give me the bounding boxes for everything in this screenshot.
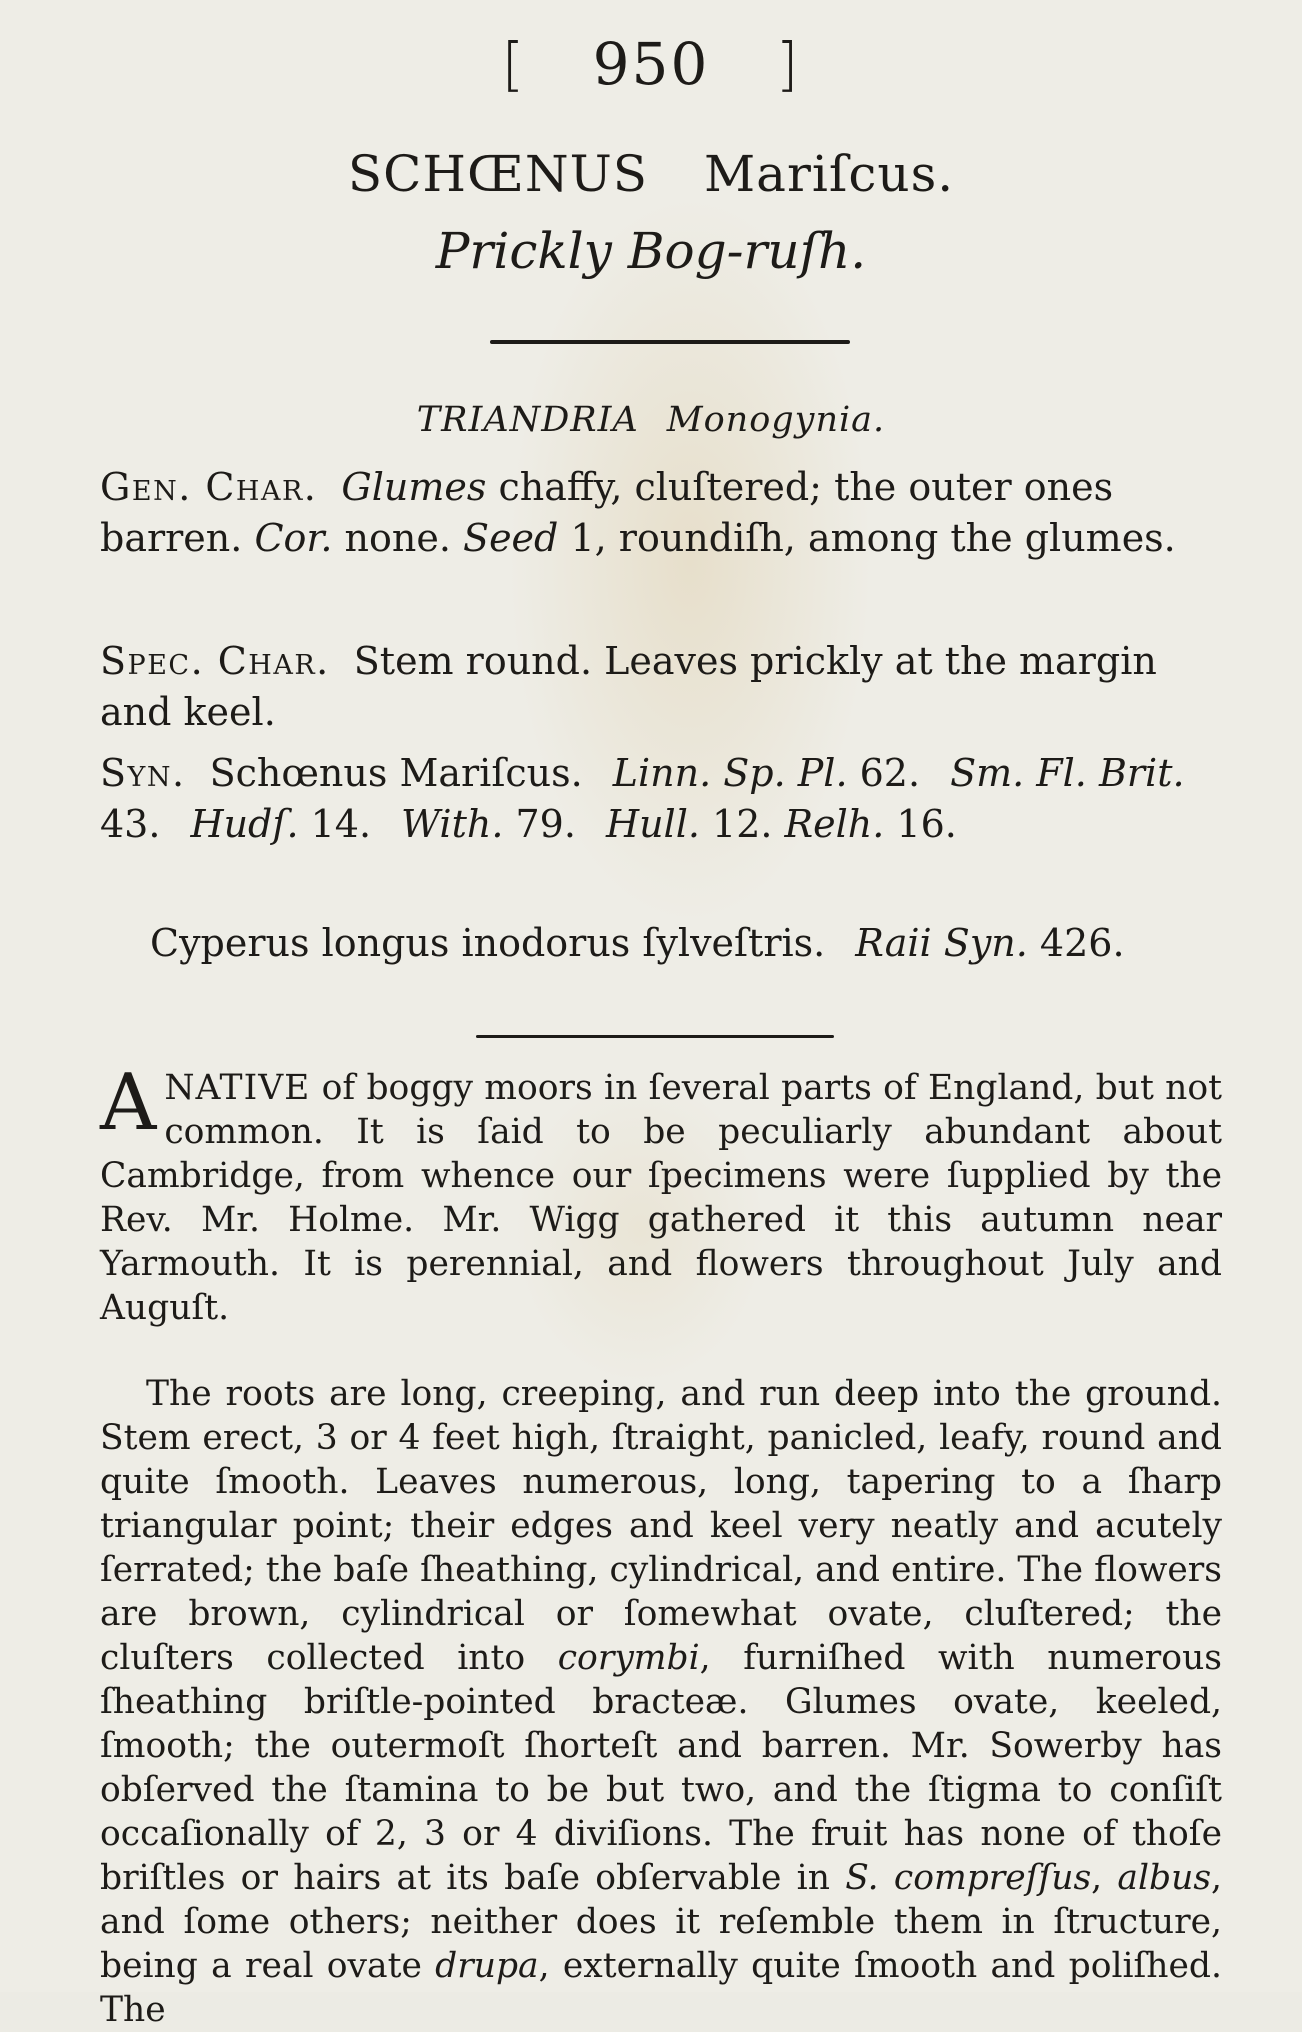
description-paragraph: ANATIVE of boggy moors in ſeveral parts of England, but not common. It is ſaid to be peculiarly abundant about Cambridge, from whence our ſpecimens were ſupplied by the Rev. Mr. Holme. Mr. Wigg gathered it this autumn near Yarmouth. It is perennial, and flowers throughout July and Auguſt. <box>100 1058 1222 1328</box>
species-title <box>0 145 1302 203</box>
gen-char-label: Gen. Char. <box>100 465 318 509</box>
common-name: Prickly Bog-ruſh. <box>435 222 867 280</box>
spec-char-label: Spec. Char. <box>100 639 330 683</box>
divider-rule <box>490 340 850 344</box>
synonyms: Syn. Schœnus Mariſcus. Linn. Sp. Pl. 62. Sm. Fl. Brit. 43. Hudſ. 14. With. 79. Hull. 12. Relh. 16. <box>100 751 1185 846</box>
genus-name: SCHŒNUS <box>347 145 648 203</box>
species-name: Mariſcus. <box>703 145 955 203</box>
divider-rule <box>476 1035 834 1038</box>
syn-label: Syn. <box>100 751 186 795</box>
linnaean-class: TRIANDRIA Monogynia. <box>416 400 886 440</box>
generic-character: Gen. Char. Glumes chaffy, cluſtered; the outer ones barren. Cor. none. Seed 1, roundiſh, among the glumes. <box>100 465 1176 560</box>
page-number: [ 950 ] <box>501 30 801 98</box>
description-paragraph: The roots are long, creeping, and run deep into the ground. Stem erect, 3 or 4 feet high, ſtraight, panicled, leafy, round and quite ſmooth. Leaves numerous, long, tapering to a ſharp triangular point; their edges and keel very neatly and acutely ſerrated; the baſe ſheathing, cylindrical, and entire. The flowers are brown, cylindrical or ſomewhat ovate, cluſtered; the cluſters collected into corymbi, furniſhed with numerous ſheathing briſtle-pointed bracteæ. Glumes ovate, keeled, ſmooth; the outermoſt ſhorteſt and barren. Mr. Sowerby has obſerved the ſtamina to be but two, and the ſtigma to conſiſt occaſionally of 2, 3 or 4 diviſions. The fruit has none of thoſe briſtles or hairs at its baſe obſervable in S. compreſſus, albus, and ſome others; neither does it reſemble them in ſtructure, being a real ovate drupa, externally quite ſmooth and poliſhed. The <box>100 1374 1223 2030</box>
synonym-cyperus: Cyperus longus inodorus ſylveſtris. Raii Syn. 426. <box>150 921 1125 965</box>
drop-cap: A <box>100 1058 157 1148</box>
specific-character: Spec. Char. Stem round. Leaves prickly at the margin and keel. <box>100 639 1157 734</box>
